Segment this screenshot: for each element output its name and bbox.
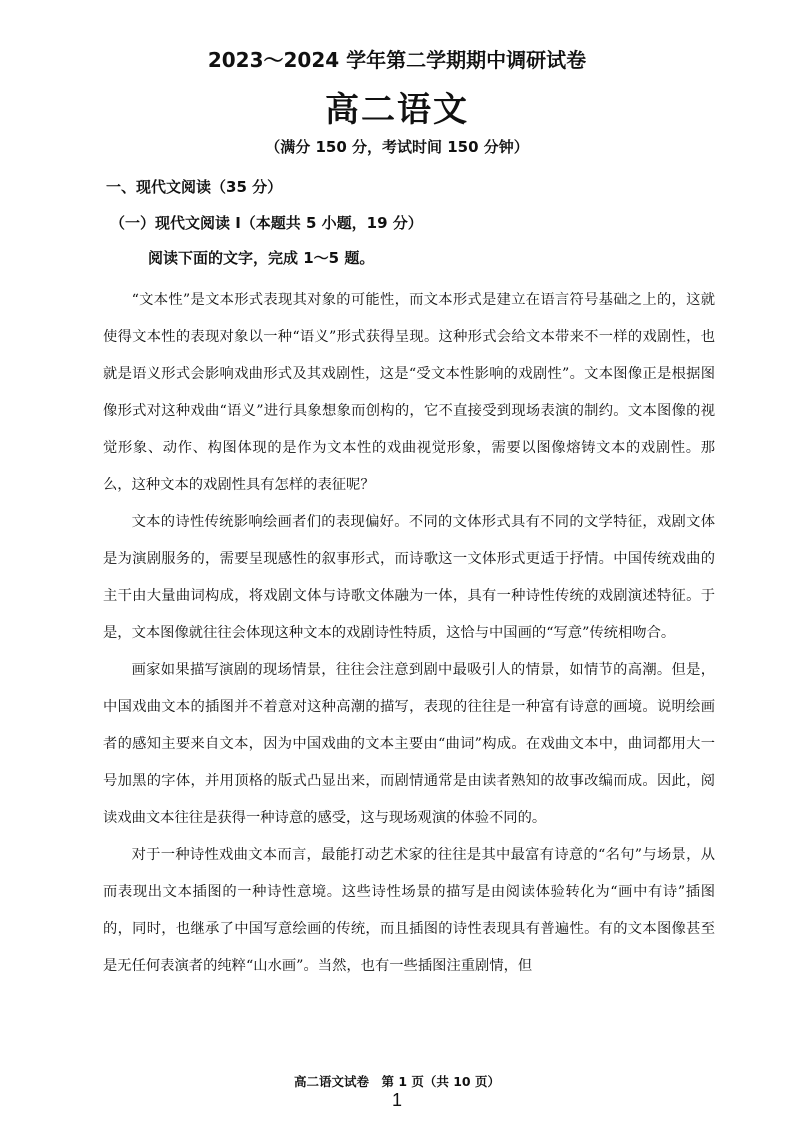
page-number: 1: [391, 1090, 402, 1110]
passage-paragraph: “文本性”是文本形式表现其对象的可能性，而文本形式是建立在语言符号基础之上的，这就使得文本性的表现对象以一种“语义”形式获得呈现。这种形式会给文本带来不一样的戏剧性，也就是语义形式会影响戏曲形式及其戏剧性，这是“受文本性影响的戏剧性”。文本图像正是根据图像形式对这种戏曲“语义”进行具象想象而创构的，它不直接受到现场表演的制约。文本图像的视觉形象、动作、构图体现的是作为文本性的戏曲视觉形象，需要以图像熔铸文本的戏剧性。那么，这种文本的戏剧性具有怎样的表征呢？: [103, 292, 715, 493]
passage-body: [103, 282, 715, 985]
subject-title: 高二语文: [325, 90, 469, 130]
page-footer: 高二语文试卷 第 1 页（共 10 页）: [293, 1074, 500, 1089]
exam-title: 2023～2024 学年第二学期期中调研试卷: [207, 48, 587, 72]
passage-paragraph: 对于一种诗性戏曲文本而言，最能打动艺术家的往往是其中最富有诗意的“名句”与场景，从而表现出文本插图的一种诗性意境。这些诗性场景的描写是由阅读体验转化为“画中有诗”插图的，同时，也继承了中国写意绘画的传统，而且插图的诗性表现具有普遍性。有的文本图像甚至是无任何表演者的纯粹“山水画”。当然，也有一些插图注重剧情，但: [103, 847, 715, 974]
reading-instruction: 阅读下面的文字，完成 1～5 题。: [148, 249, 375, 267]
subsection-heading: （一）现代文阅读 I（本题共 5 小题，19 分）: [110, 214, 423, 232]
passage-paragraph: 画家如果描写演剧的现场情景，往往会注意到剧中最吸引人的情景，如情节的高潮。但是，中国戏曲文本的插图并不着意对这种高潮的描写，表现的往往是一种富有诗意的画境。说明绘画者的感知主要来自文本，因为中国戏曲的文本主要由“曲词”构成。在戏曲文本中，曲词都用大一号加黑的字体，并用顶格的版式凸显出来，而剧情通常是由读者熟知的故事改编而成。因此，阅读戏曲文本往往是获得一种诗意的感受，这与现场观演的体验不同的。: [103, 662, 715, 826]
passage-paragraph: 文本的诗性传统影响绘画者们的表现偏好。不同的文体形式具有不同的文学特征，戏剧文体是为演剧服务的，需要呈现感性的叙事形式，而诗歌这一文体形式更适于抒情。中国传统戏曲的主干由大量曲词构成，将戏剧文体与诗歌文体融为一体，具有一种诗性传统的戏剧演述特征。于是，文本图像就往往会体现这种文本的戏剧诗性特质，这恰与中国画的“写意”传统相吻合。: [103, 514, 715, 641]
section-heading: 一、现代文阅读（35 分）: [106, 178, 283, 196]
score-time-note: （满分 150 分，考试时间 150 分钟）: [265, 138, 529, 156]
